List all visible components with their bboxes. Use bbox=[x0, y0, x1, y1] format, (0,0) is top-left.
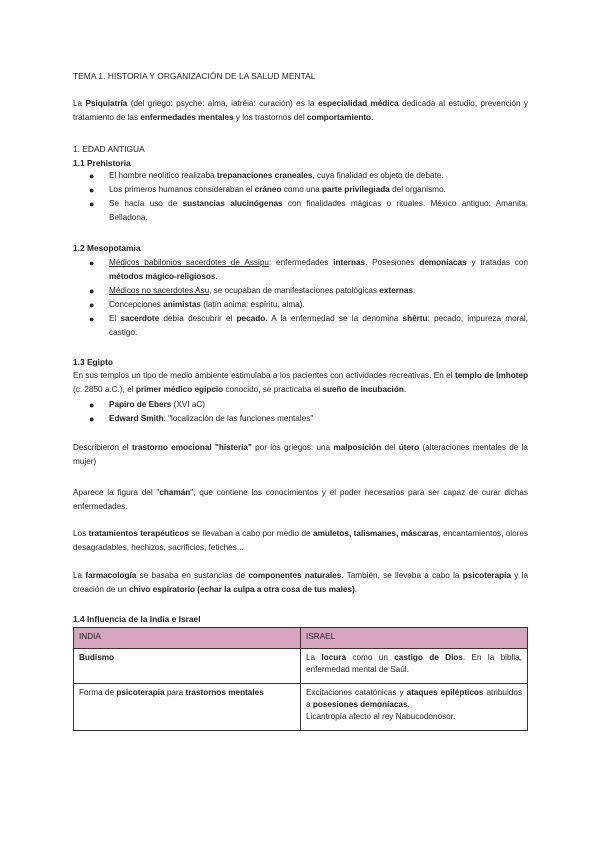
bullet-icon: ● bbox=[89, 300, 95, 310]
bullet-icon: ● bbox=[89, 199, 95, 209]
prehistoria-list bbox=[73, 169, 528, 225]
histeria-paragraph: Describieron el trastorno emocional "histeria" por los griegos: una malposición del útero (alteraciones mentales de la mujer) bbox=[73, 443, 528, 466]
table-cell: Forma de psicoterapia para trastornos mentales bbox=[74, 684, 301, 731]
table-row bbox=[74, 684, 528, 731]
chaman-paragraph: Aparece la figura del "chamán", que contiene los conocimientos y el poder necesarios para ser capaz de curar dichas enfermedades. bbox=[73, 488, 528, 511]
list-item: ● Los primeros humanos consideraban el cráneo como una parte privilegiada del organismo. bbox=[89, 185, 446, 195]
table-row bbox=[74, 649, 528, 684]
list-item: ● El sacerdote debía descubrir el pecado. A la enfermedad se la denomina shêrtu: pecado, impureza moral, castigo. bbox=[89, 314, 528, 337]
table-cell: La locura como un castigo de Dios. En la biblia, enfermedad mental de Saúl. bbox=[301, 649, 528, 684]
list-item: ● Edward Smith: "localización de las funciones mentales" bbox=[89, 414, 314, 424]
tratamientos-paragraph: Los tratamientos terapéuticos se llevaban a cabo por medio de amuletos, talismanes, máscaras, encantamientos, olores desagradables, hechizos, sacrificios, fetiches... bbox=[73, 529, 528, 552]
list-item: ● Médicos no sacerdotes Asu, se ocupaban de manifestaciones patológicas externas. bbox=[89, 286, 416, 296]
table-cell: Budismo bbox=[74, 649, 301, 684]
heading-mesopotamia: 1.2 Mesopotamia bbox=[73, 243, 141, 253]
bullet-icon: ● bbox=[89, 400, 95, 410]
list-item: ● El hombre neolítico realizaba trepanaciones craneales, cuya finalidad es objeto de debate. bbox=[89, 171, 444, 181]
india-israel-table bbox=[73, 627, 528, 731]
list-item: ● Concepciones animistas (latín anima: espíritu, alma). bbox=[89, 300, 305, 310]
table-cell: Excitaciones catatónicas y ataques epilépticos atribuidos a posesiones demoníacas. Licantropía afecto al rey Nabucodonosor. bbox=[301, 684, 528, 731]
egipto-list bbox=[73, 398, 528, 426]
list-item: ● Médicos babilonios sacerdotes de Assipu: enfermedades internas. Posesiones demoníacas y tratadas con métodos mágico-religiosos. bbox=[89, 258, 528, 281]
mesopotamia-list bbox=[73, 256, 528, 340]
section-heading-edad-antigua: 1. EDAD ANTIGUA bbox=[73, 144, 145, 154]
heading-prehistoria: 1.1 Prehistoria bbox=[73, 158, 131, 168]
list-item: ● Se hacía uso de sustancias alucinógenas con finalidades mágicas o rituales. México antiguo: Amanita, Belladona. bbox=[89, 199, 529, 222]
farmacologia-paragraph: La farmacología se basaba en sustancias de componentes naturales. También, se llevaba a cabo la psicoterapia y la creación de un chivo espiratorio (echar la culpa a otra cosa de tus males). bbox=[73, 571, 528, 594]
heading-india-israel: 1.4 Influencia de la India e Israel bbox=[73, 614, 201, 624]
egipto-paragraph: En sus templos un tipo de medio ambiente estimulaba a los pacientes con actividades recreativas. En el templo de Imhotep (c. 2850 a.C.), el primer médico egipcio conocido, se practicaba el sueño de incubación. bbox=[73, 371, 528, 394]
column-header-israel: ISRAEL bbox=[301, 628, 528, 649]
intro-paragraph: La Psiquiatría (del griego: psyche: alma, iatréia: curación) es la especialidad médica dedicada al estudio, prevención y tratamiento de las enfermedades mentales y los trastornos del comportamiento. bbox=[73, 99, 528, 122]
bullet-icon: ● bbox=[89, 314, 95, 324]
bullet-icon: ● bbox=[89, 286, 95, 296]
list-item: ● Papiro de Ebers (XVI aC) bbox=[89, 400, 206, 410]
bullet-icon: ● bbox=[89, 185, 95, 195]
heading-egipto: 1.3 Egipto bbox=[73, 357, 114, 367]
bullet-icon: ● bbox=[89, 258, 95, 268]
column-header-india: INDIA bbox=[74, 628, 301, 649]
bullet-icon: ● bbox=[89, 171, 95, 181]
document-title: TEMA 1. HISTORIA Y ORGANIZACIÓN DE LA SALUD MENTAL bbox=[73, 71, 316, 81]
table-header-row bbox=[74, 628, 528, 649]
bullet-icon: ● bbox=[89, 414, 95, 424]
